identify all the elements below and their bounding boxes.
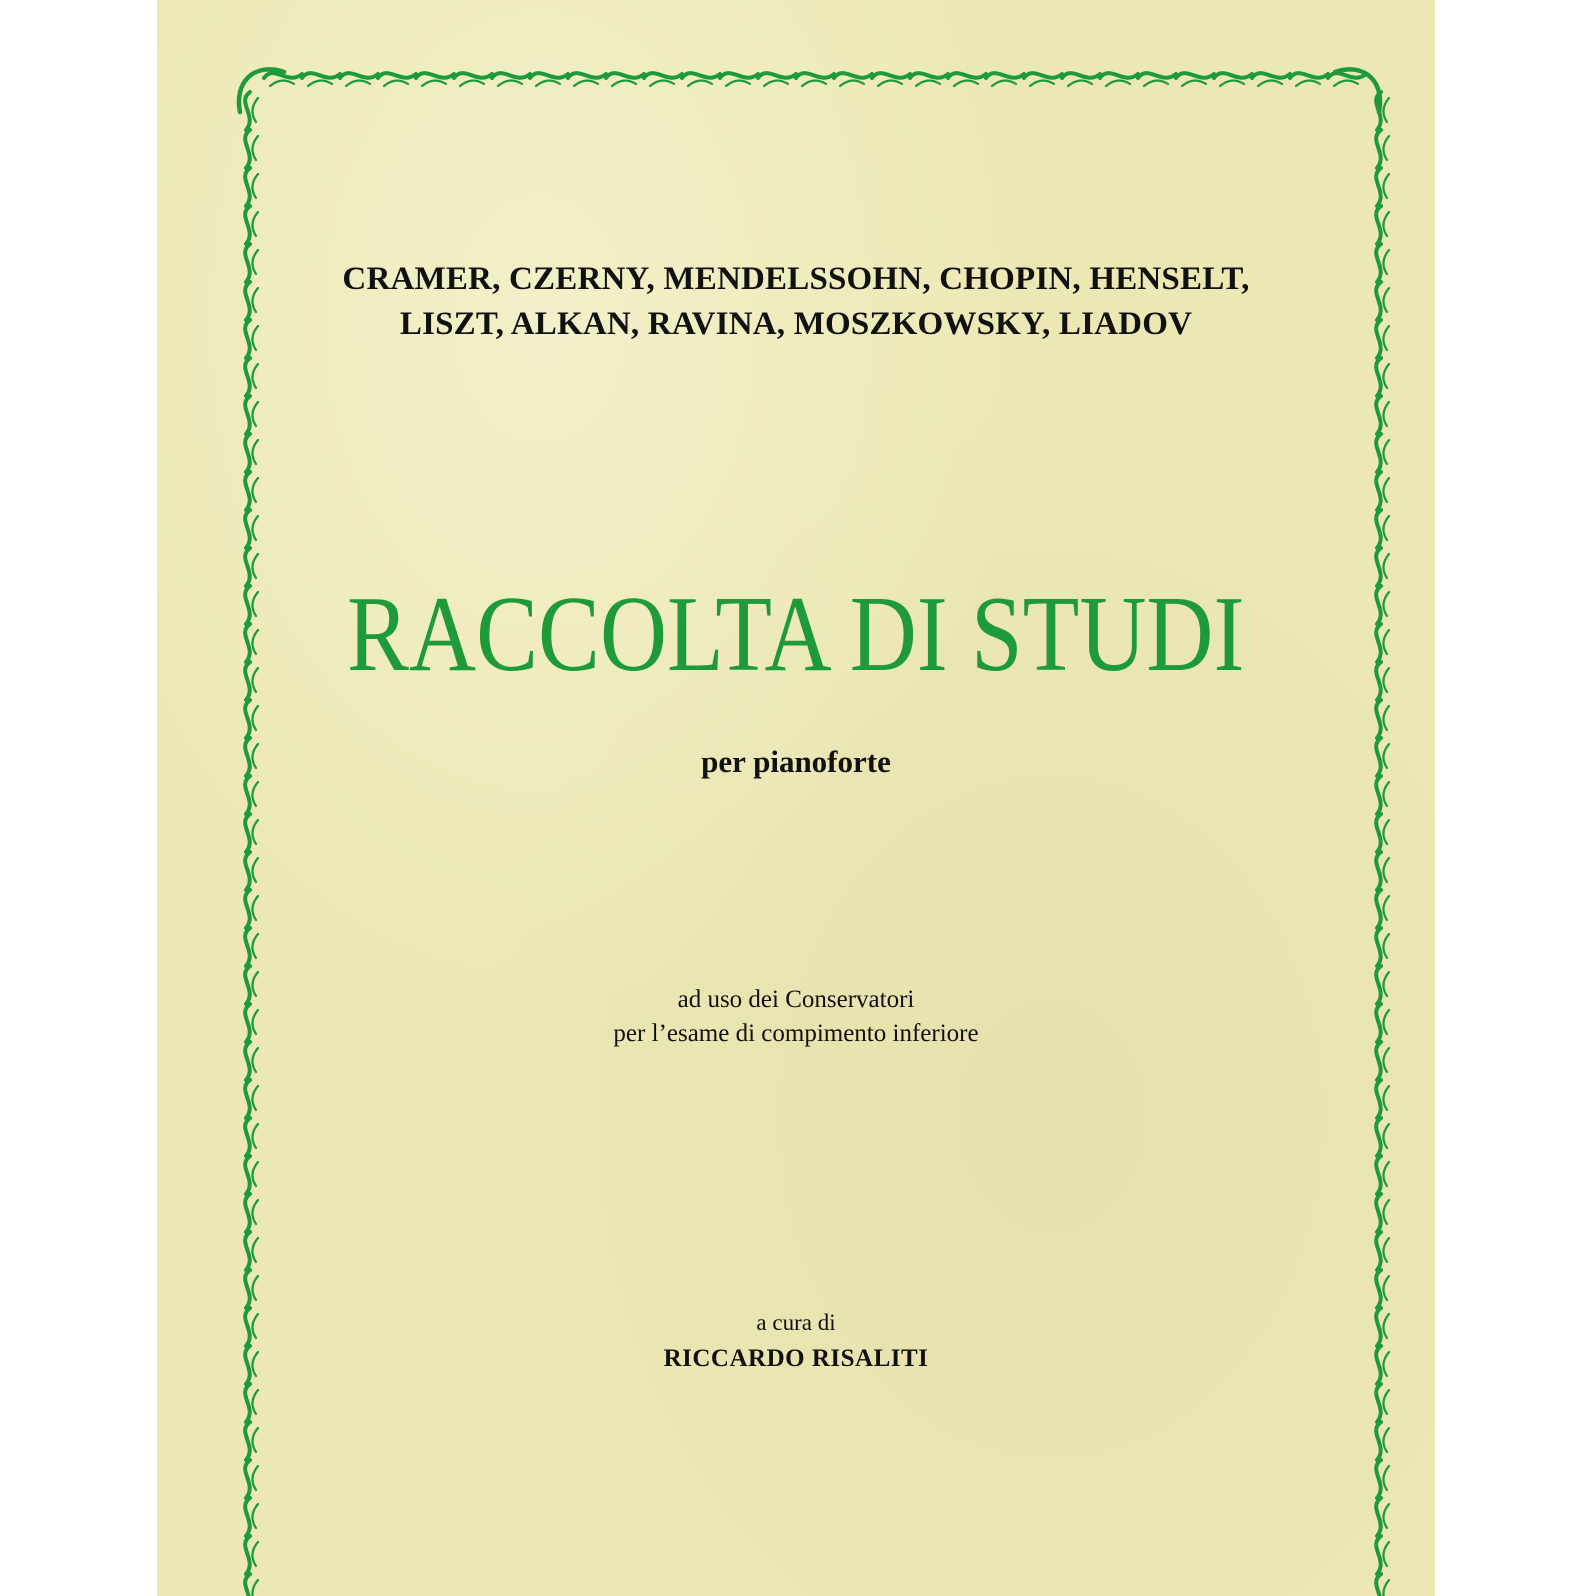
book-cover xyxy=(157,0,1435,1596)
book-title-text: RACCOLTA DI STUDI xyxy=(347,575,1245,694)
curator-name: RICCARDO RISALITI xyxy=(663,1345,929,1372)
book-title xyxy=(157,575,1435,694)
composers-line-1: CRAMER, CZERNY, MENDELSSOHN, CHOPIN, HENSELT, xyxy=(342,261,1250,297)
usage-note-line-1: ad uso dei Conservatori xyxy=(677,986,915,1013)
curator-label: a cura di xyxy=(756,1310,836,1335)
usage-note-line-2: per l’esame di compimento inferiore xyxy=(613,1020,979,1047)
composers-line-2: LISZT, ALKAN, RAVINA, MOSZKOWSKY, LIADOV xyxy=(399,306,1193,342)
book-subtitle: per pianoforte xyxy=(701,744,891,779)
